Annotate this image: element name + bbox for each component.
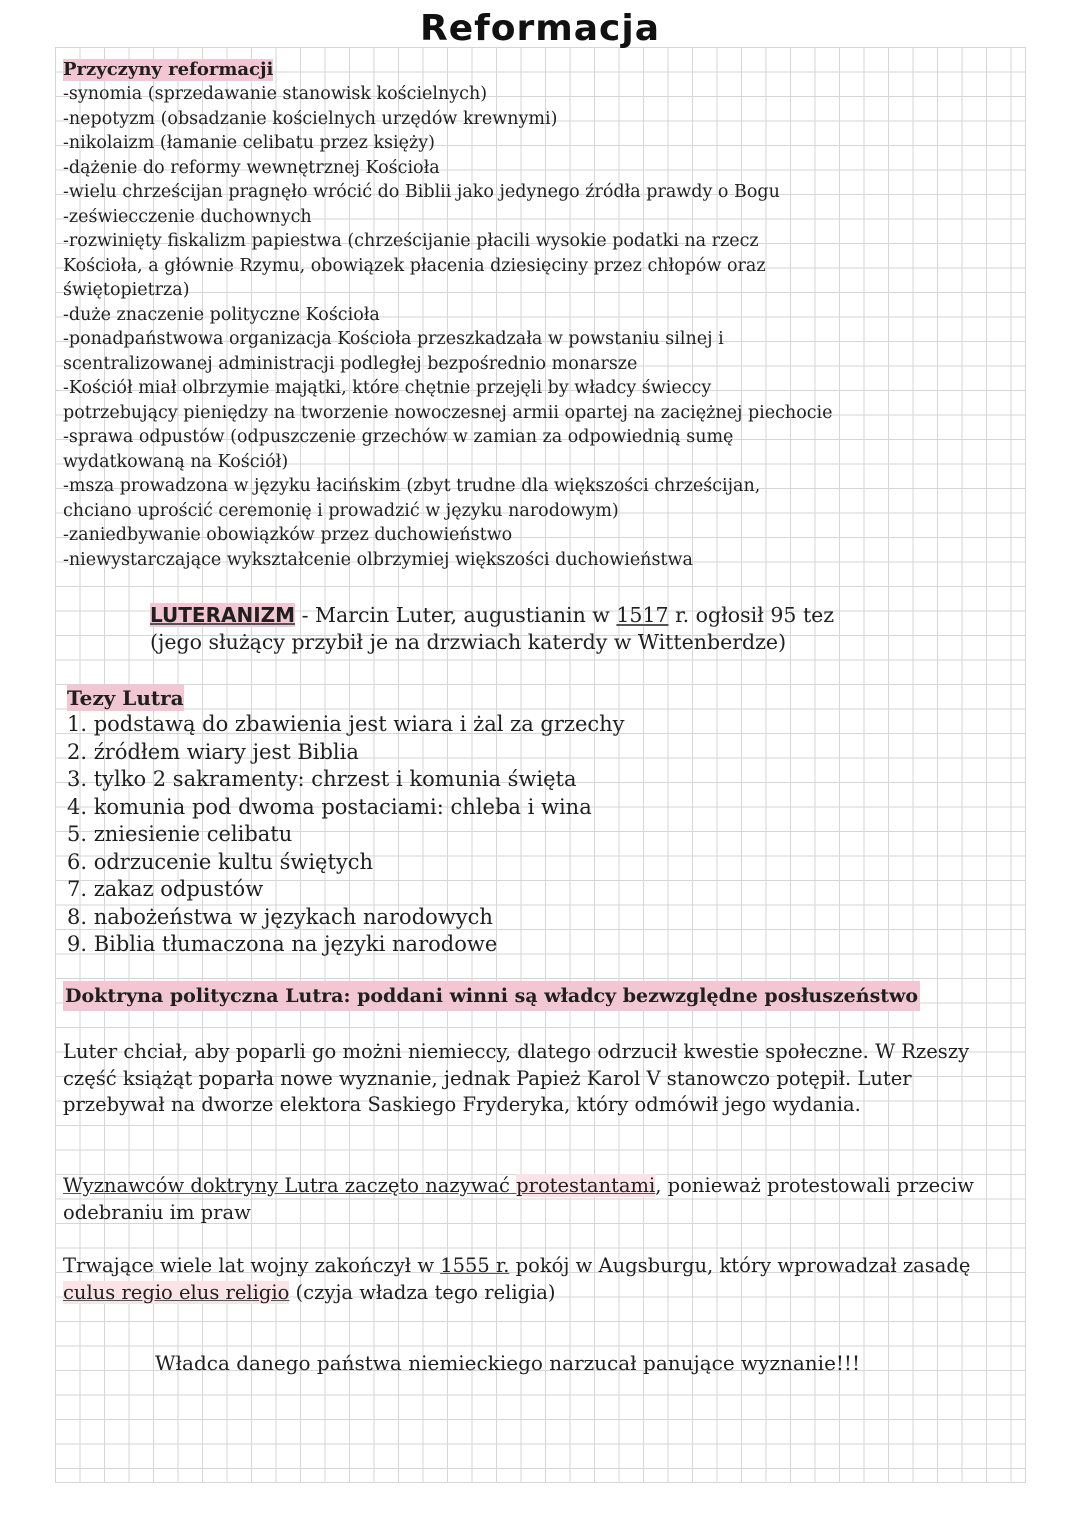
list-item: wydatkowaną na Kościół) (63, 451, 289, 472)
list-item: 7. zakaz odpustów (67, 877, 264, 901)
list-item: 8. nabożeństwa w językach narodowych (67, 904, 493, 929)
paragraph-protestanci (63, 1173, 1018, 1226)
list-item: chciano uprościć ceremonię i prowadzić w języku narodowym) (63, 500, 619, 521)
list-item: 2. źródłem wiary jest Biblia (67, 739, 359, 764)
list-item: -niewystarczające wykształcenie olbrzymiej większości duchowieństwa (63, 549, 693, 570)
list-item: -nikolaizm (łamanie celibatu przez księży) (63, 133, 435, 153)
list-item: 5. zniesienie celibatu (67, 822, 293, 846)
list-item: Kościoła, a głównie Rzymu, obowiązek płacenia dziesięciny przez chłopów oraz (63, 255, 766, 276)
luteranizm-year: 1517 (616, 603, 669, 627)
tezy-heading: Tezy Lutra (67, 686, 184, 710)
list-item: -ponadpaństwowa organizacja Kościoła przeszkadzała w powstaniu silnej i (63, 329, 724, 349)
list-item: -rozwinięty fiskalizm papiestwa (chrześcijanie płacili wysokie podatki na rzecz (63, 231, 759, 251)
list-item: -synomia (sprzedawanie stanowisk kościelnych) (63, 84, 488, 104)
list-item: 6. odrzucenie kultu świętych (67, 849, 374, 874)
final-note: Władca danego państwa niemieckiego narzucał panujące wyznanie!!! (155, 1351, 861, 1375)
list-item: -zeświecczenie duchownych (63, 206, 312, 227)
list-item: -Kościół miał olbrzymie majątki, które chętnie przejęli by władcy świeccy (63, 378, 712, 398)
luteranizm-name: LUTERANIZM (150, 603, 296, 627)
list-item: scentralizowanej administracji podległej bezpośrednio monarsze (63, 353, 638, 374)
paragraph-text: Trwające wiele lat wojny zakończył w (63, 1254, 441, 1277)
list-item: -nepotyzm (obsadzanie kościelnych urzędów krewnymi) (63, 108, 558, 129)
luteranizm-text: - Marcin Luter, augustianin w (295, 603, 617, 627)
list-item: 1. podstawą do zbawienia jest wiara i żal za grzechy (67, 712, 625, 736)
paragraph-text: Wyznawców doktryny Lutra zaczęto nazywać (63, 1174, 517, 1197)
tezy-list (67, 711, 625, 959)
luteranizm-section (150, 602, 950, 656)
list-item: 9. Biblia tłumaczona na języki narodowe (67, 932, 498, 956)
list-item: -sprawa odpustów (odpuszczenie grzechów w zamian za odpowiednią sumę (63, 427, 734, 447)
causes-heading: Przyczyny reformacji (63, 59, 274, 80)
paragraph-luter: Luter chciał, aby poparli go możni niemieccy, dlatego odrzucił kwestie społeczne. W Rzeszy część książąt poparła nowe wyznanie, jednak Papież Karol V stanowczo potępił. Luter przebywał na dworze elektora Saskiego Fryderyka, który odmówił jego wydania. (63, 1040, 970, 1116)
term-cuius-regio: culus regio elus religio (63, 1280, 290, 1304)
paragraph-text: , ponieważ protestowali przeciw odebraniu im praw (63, 1174, 974, 1224)
luteranizm-note: (jego służący przybił je na drzwiach katerdy w Wittenberdze) (150, 630, 787, 654)
term-protestanci: protestantami (516, 1174, 656, 1197)
page-title: Reformacja (419, 8, 661, 49)
luteranizm-line (150, 602, 950, 629)
luteranizm-text-end: r. ogłosił 95 tez (668, 603, 835, 627)
list-item: -dążenie do reformy wewnętrznej Kościoła (63, 157, 440, 178)
paragraph-text: pokój w Augsburgu, który wprowadzał zasadę (509, 1254, 971, 1277)
causes-list (63, 82, 963, 572)
doktryna-heading: Doktryna polityczna Lutra: poddani winni są władcy bezwzględne posłuszeństwo (63, 981, 920, 1011)
list-item: -wielu chrześcijan pragnęło wrócić do Biblii jako jedynego źródła prawdy o Bogu (63, 182, 780, 202)
list-item: potrzebujący pieniędzy na tworzenie nowoczesnej armii opartej na zaciężnej piechocie (63, 402, 833, 423)
list-item: -msza prowadzona w języku łacińskim (zbyt trudne dla większości chrześcijan, (63, 476, 761, 496)
list-item: 4. komunia pod dwoma postaciami: chleba i wina (67, 794, 592, 819)
paragraph-augsburg (63, 1253, 1018, 1306)
list-item: -zaniedbywanie obowiązków przez duchowieństwo (63, 525, 513, 545)
year-1555: 1555 r. (440, 1254, 510, 1277)
list-item: 3. tylko 2 sakramenty: chrzest i komunia święta (67, 767, 577, 791)
paragraph-text: (czyja władza tego religia) (289, 1280, 556, 1304)
list-item: świętopietrza) (63, 280, 190, 300)
list-item: -duże znaczenie polityczne Kościoła (63, 304, 380, 325)
